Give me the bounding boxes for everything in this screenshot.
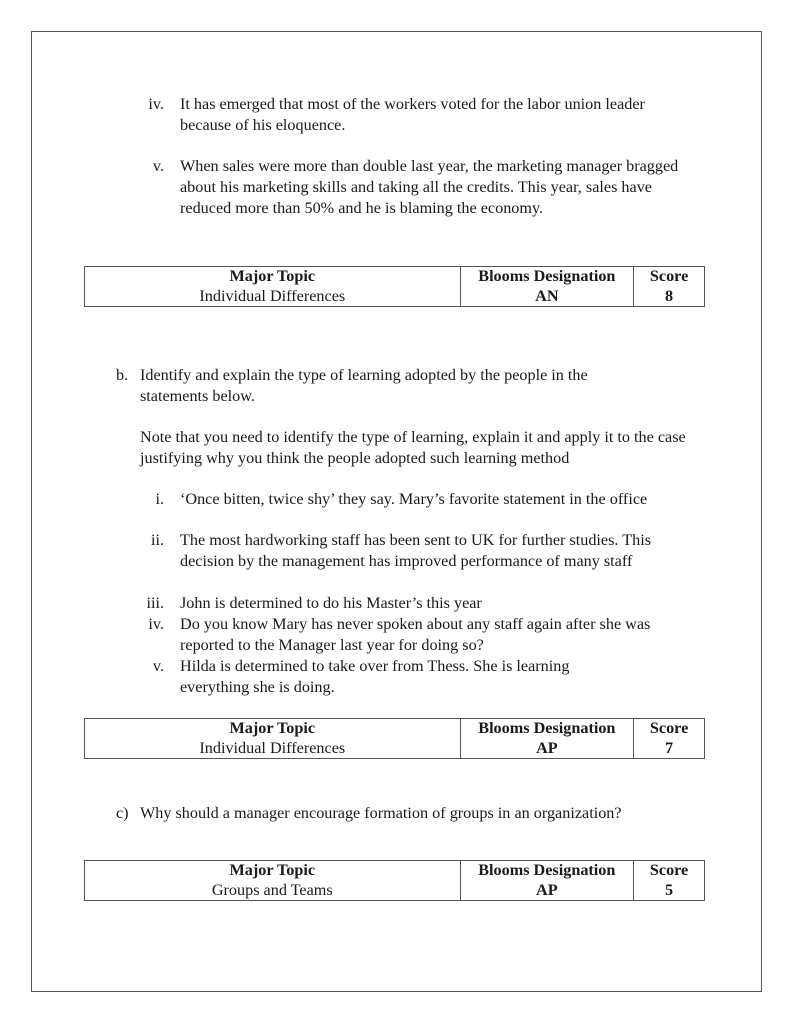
- blooms-value: AN: [535, 286, 559, 305]
- question-note: Note that you need to identify the type of learning, explain it and apply it to the case justifying why you think the people adopted such learning method: [140, 428, 686, 467]
- score-value: 5: [665, 880, 674, 899]
- item-text: The most hardworking staff has been sent to UK for further studies. This decision by the management has improved performance of many staff: [180, 531, 651, 570]
- blooms-header: Blooms Designation: [478, 861, 616, 879]
- score-header: Score: [649, 861, 689, 879]
- blooms-value: AP: [536, 880, 558, 899]
- question-label: c): [116, 804, 129, 822]
- major-topic-header: Major Topic: [229, 719, 316, 737]
- question-label: b.: [116, 366, 129, 384]
- score-value: 7: [665, 738, 674, 757]
- major-topic-cell: [85, 719, 461, 759]
- major-topic-cell: [85, 861, 461, 901]
- item-text: John is determined to do his Master’s this year: [180, 594, 482, 612]
- item-text: When sales were more than double last year, the marketing manager bragged about his marketing skills and taking all the credits. This year, sales have reduced more than 50% and he is blaming the economy.: [180, 157, 679, 217]
- item-number: v.: [152, 657, 164, 675]
- major-topic-cell: [85, 267, 461, 307]
- topic-table: [84, 266, 705, 307]
- major-topic-header: Major Topic: [229, 861, 316, 879]
- score-cell: [634, 861, 705, 901]
- score-header: Score: [649, 719, 689, 737]
- item-text: ‘Once bitten, twice shy’ they say. Mary’s favorite statement in the office: [180, 490, 648, 508]
- topic-table: [84, 718, 705, 759]
- major-topic-header: Major Topic: [229, 267, 316, 285]
- item-text: Hilda is determined to take over from Thess. She is learning everything she is doing.: [180, 657, 570, 696]
- blooms-cell: [460, 861, 634, 901]
- item-number: iv.: [148, 615, 164, 633]
- blooms-cell: [460, 267, 634, 307]
- topic-table: [84, 860, 705, 901]
- score-cell: [634, 267, 705, 307]
- item-number: i.: [155, 490, 164, 508]
- blooms-header: Blooms Designation: [478, 267, 616, 285]
- item-number: ii.: [150, 531, 164, 549]
- item-number: iii.: [146, 594, 164, 612]
- major-topic-value: Individual Differences: [199, 738, 346, 757]
- item-text: Do you know Mary has never spoken about any staff again after she was reported to the Manager last year for doing so?: [180, 615, 651, 654]
- item-number: iv.: [148, 95, 164, 113]
- major-topic-value: Individual Differences: [199, 286, 346, 305]
- score-cell: [634, 719, 705, 759]
- blooms-value: AP: [536, 738, 558, 757]
- item-number: v.: [152, 157, 164, 175]
- blooms-cell: [460, 719, 634, 759]
- item-text: It has emerged that most of the workers voted for the labor union leader because of his eloquence.: [180, 95, 645, 134]
- score-header: Score: [649, 267, 689, 285]
- score-value: 8: [665, 286, 674, 305]
- question-text: Identify and explain the type of learning adopted by the people in the statements below.: [140, 366, 588, 405]
- question-text: Why should a manager encourage formation of groups in an organization?: [140, 804, 622, 822]
- major-topic-value: Groups and Teams: [211, 880, 333, 899]
- blooms-header: Blooms Designation: [478, 719, 616, 737]
